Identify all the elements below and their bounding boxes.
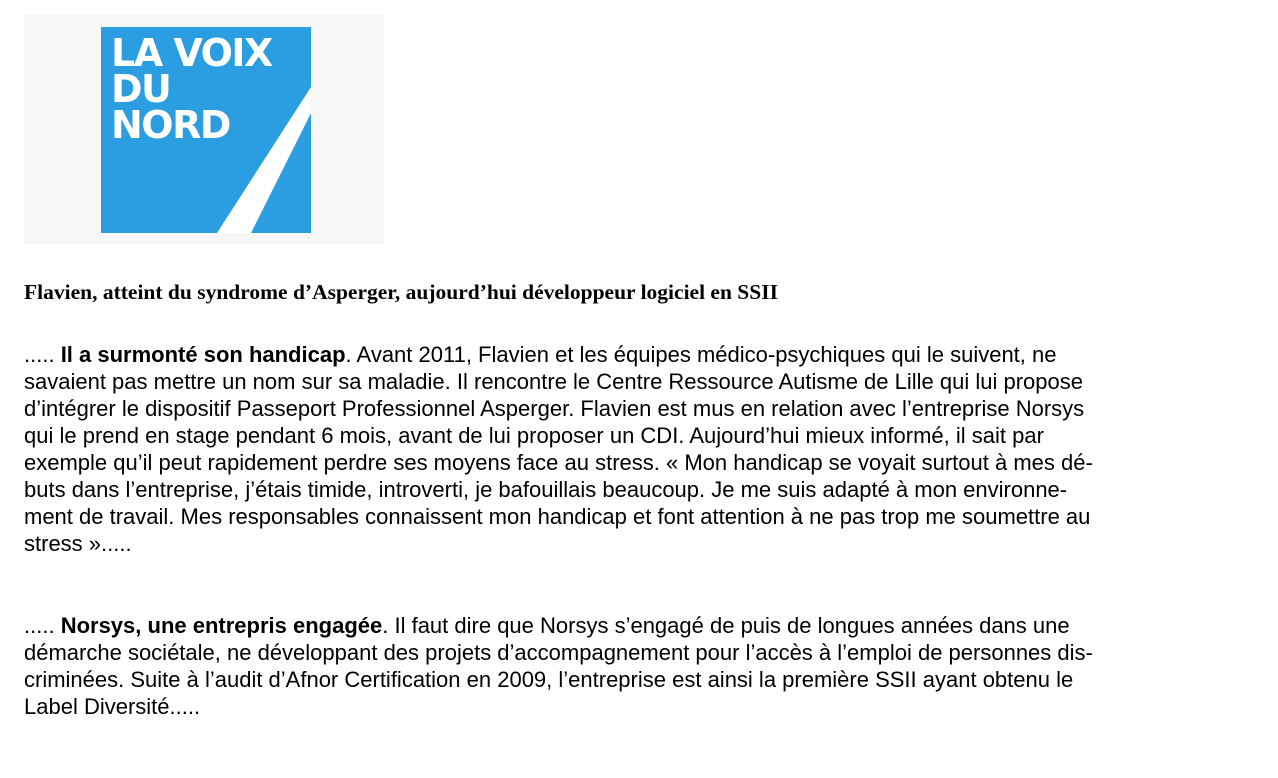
paragraph-2-line-3: criminées. Suite à l’audit d’Afnor Certification en 2009, l’entreprise est ainsi la première SSII ayant obtenu le — [24, 667, 1074, 692]
paragraph-1-line-4: qui le prend en stage pendant 6 mois, avant de lui proposer un CDI. Aujourd’hui mieux informé, il sait par — [24, 423, 1044, 448]
paragraph-1-line-8: stress »..... — [24, 531, 132, 556]
paragraph-1 — [24, 341, 1264, 557]
paragraph-2-bold: Norsys, une entrepris engagée — [60, 613, 383, 638]
paragraph-1-lead: ..... — [24, 342, 55, 367]
paragraph-2-line-2: démarche sociétale, ne développant des projets d’accompagnement pour l’accès à l’emploi de personnes dis- — [24, 640, 1093, 665]
logo-panel — [24, 14, 384, 244]
article-headline: Flavien, atteint du syndrome d’Asperger, aujourd’hui développeur logiciel en SSII — [24, 280, 778, 304]
logo-line-3: NORD — [111, 103, 230, 147]
paragraph-1-text: . Avant 2011, Flavien et les équipes médico-psychiques qui le suivent, ne — [345, 342, 1057, 367]
paragraph-1-line-2: savaient pas mettre un nom sur sa maladie. Il rencontre le Centre Ressource Autisme de Lille qui lui propose — [24, 369, 1083, 394]
paragraph-1-line-3: d’intégrer le dispositif Passeport Professionnel Asperger. Flavien est mus en relation avec l’entreprise Norsys — [24, 396, 1085, 421]
paragraph-2-lead: ..... — [24, 613, 55, 638]
paragraph-2-line-1 — [24, 612, 1264, 639]
paragraph-1-line-5: exemple qu’il peut rapidement perdre ses moyens face au stress. « Mon handicap se voyait surtout à mes dé- — [24, 450, 1093, 475]
paragraph-2 — [24, 612, 1264, 720]
paragraph-2-text: . Il faut dire que Norsys s’engagé de puis de longues années dans une — [382, 613, 1070, 638]
paragraph-2-line-4: Label Diversité..... — [24, 694, 201, 719]
logo-line-2: DU — [111, 67, 171, 111]
paragraph-1-line-6: buts dans l’entreprise, j’étais timide, introverti, je bafouillais beaucoup. Je me suis adapté à mon environne- — [24, 477, 1068, 502]
paragraph-1-line-1 — [24, 341, 1264, 368]
paragraph-1-bold: Il a surmonté son handicap — [60, 342, 346, 367]
logo-wordmark — [111, 31, 272, 147]
paragraph-1-line-7: ment de travail. Mes responsables connaissent mon handicap et font attention à ne pas trop me soumettre au — [24, 504, 1091, 529]
logo-line-1: LA VOIX — [111, 31, 272, 75]
la-voix-du-nord-logo — [101, 27, 311, 233]
